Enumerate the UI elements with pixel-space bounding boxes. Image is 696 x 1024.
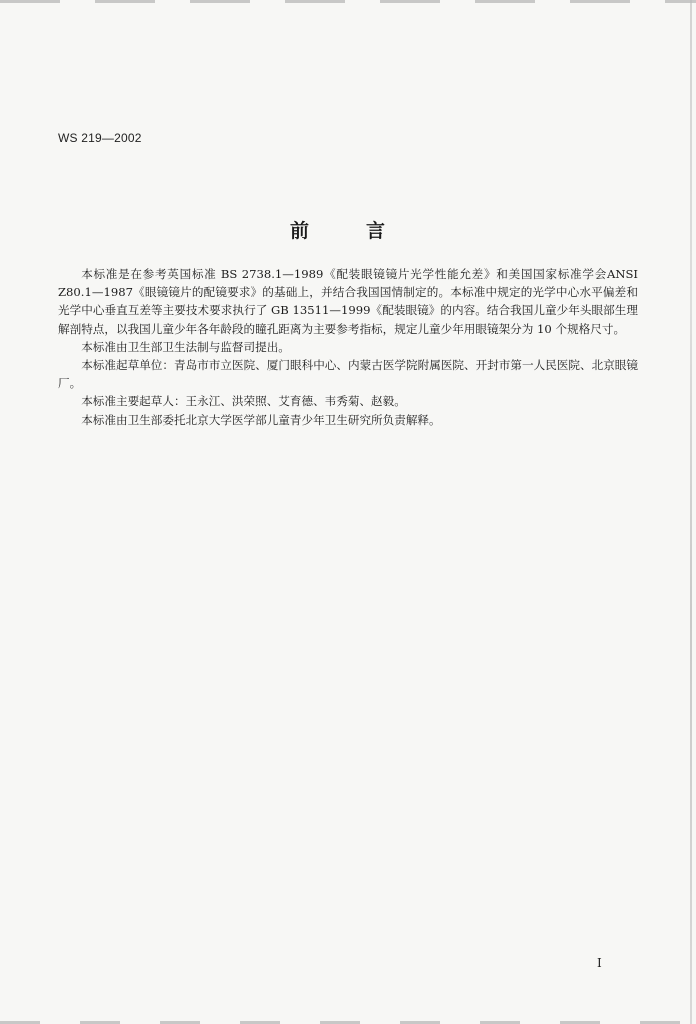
title-char-2: 言 [366, 220, 386, 242]
scan-edge-top [0, 0, 696, 3]
paragraph: 本标准主要起草人：王永江、洪荣照、艾育德、韦秀菊、赵毅。 [81, 394, 406, 409]
scan-edge-right [690, 0, 692, 1024]
title-char-1: 前 [290, 220, 310, 242]
paragraph: 本标准是在参考英国标准 BS 2738.1—1989《配装眼镜镜片光学性能允差》和美国国家标准学会ANSI Z80.1—1987《眼镜镜片的配镜要求》的基础上，并结合我国国情制定的。本标准中规定的光学中心水平偏差和光学中心垂直互差等主要技术要求执行了 GB 13511—1999《配装眼镜》的内容。结合我国儿童少年头眼部生理解剖特点，以我国儿童少年各年龄段的瞳孔距离为主要参考指标，规定儿童少年用眼镜架分为 10 个规格尺寸。 [58, 267, 638, 336]
paragraph: 本标准起草单位：青岛市市立医院、厦门眼科中心、内蒙古医学院附属医院、开封市第一人民医院、北京眼镜厂。 [58, 358, 638, 391]
foreword-body [58, 265, 638, 429]
page-number: I [597, 956, 602, 970]
paragraph: 本标准由卫生部卫生法制与监督司提出。 [81, 339, 290, 354]
standard-code: WS 219—2002 [58, 131, 142, 145]
paragraph: 本标准由卫生部委托北京大学医学部儿童青少年卫生研究所负责解释。 [81, 412, 441, 427]
